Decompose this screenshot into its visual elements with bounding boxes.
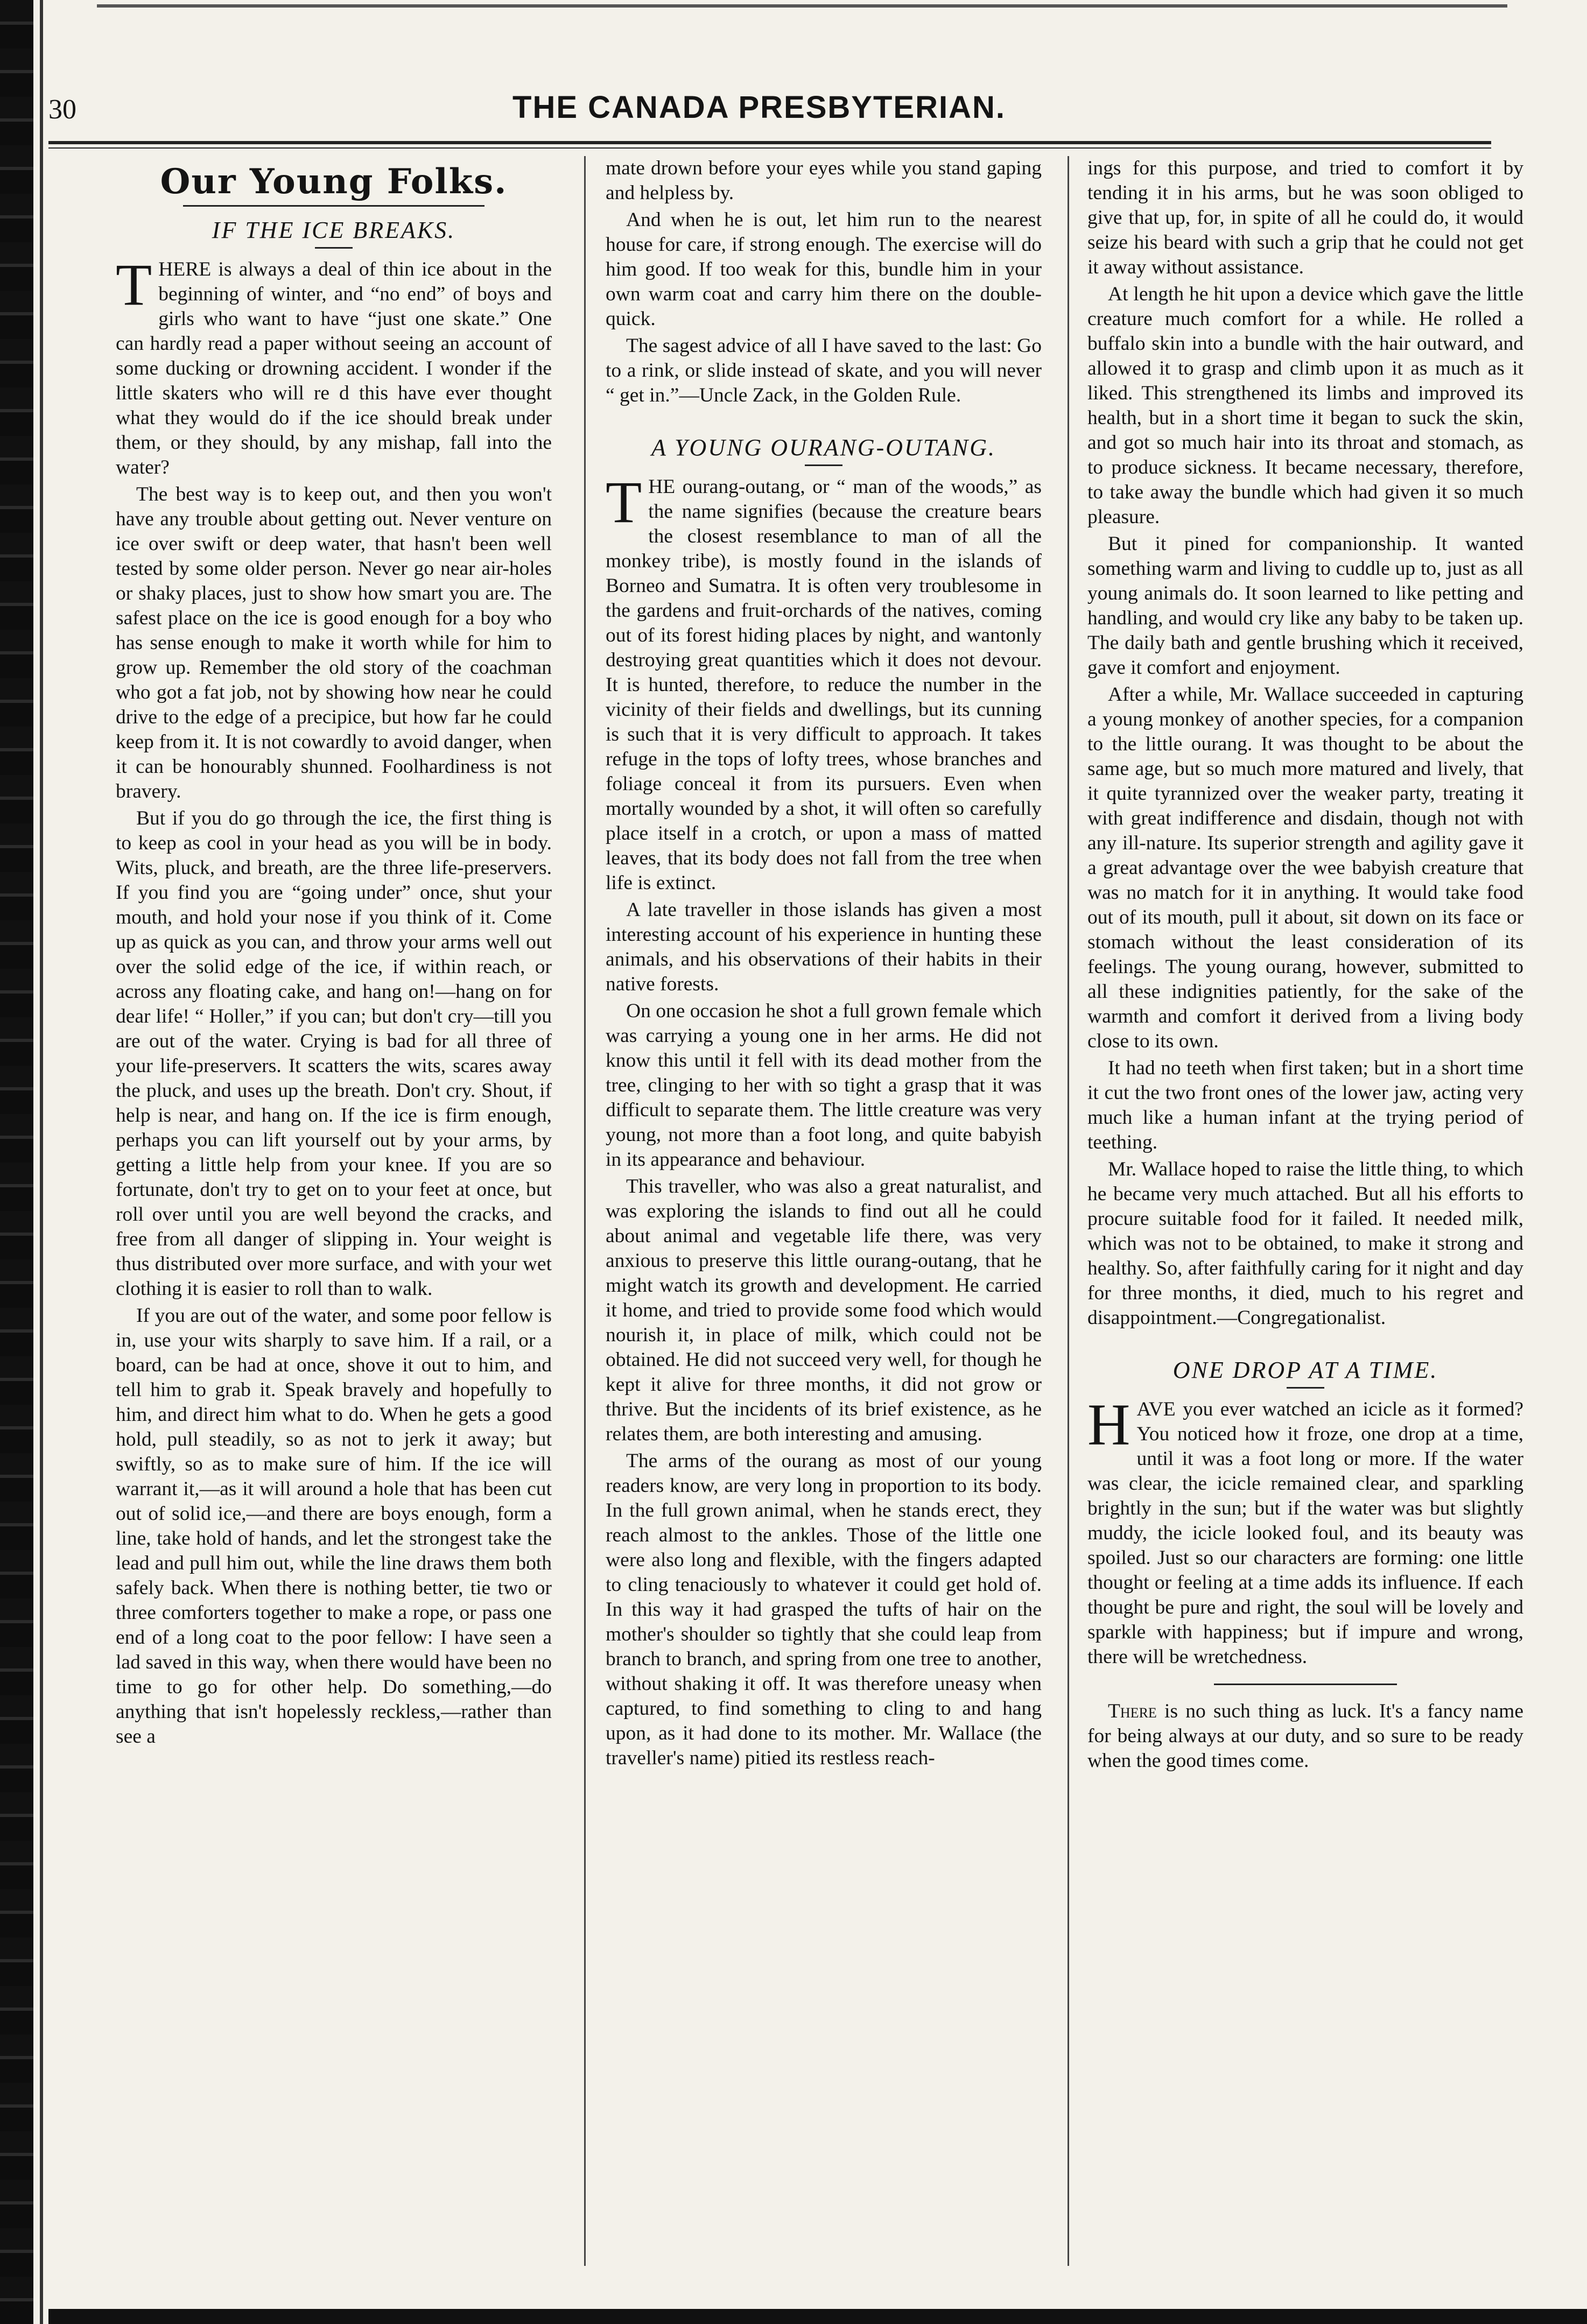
article-paragraph: The arms of the ourang as most of our young readers know, are very long in proportion to its body. In the full grown animal, when he stands erect, they reach almost to the ankles. Those of the little one were also long and flexible, with the fingers adapted to cling tenaciously to whatever it could get hold of. In this way it had grasped the tufts of hair on the mother's shoulder so tightly that she could leap from branch to branch, and spring from one tree to another, without shaking it off. It was therefore uneasy when captured, to find something to cling to and hang upon, as it had done to its mother. Mr. Wallace (the traveller's name) pitied its restless reach- [606,1450,1042,1769]
article-title: A YOUNG OURANG-OUTANG. [651,434,996,461]
masthead: THE CANADA PRESBYTERIAN. [512,90,1006,125]
section-rule [183,205,484,207]
article-paragraph: THE ourang-outang, or “ man of the woods,” as the name signifies (because the creature bears the closest resemblance to man of all the monkey tribe), is mostly found in the islands of Borneo and Sumatra. It is often very troublesome in the gardens and fruit-orchards of the natives, coming out of its forest hiding places by night, and wantonly destroying great quantities which it does not devour. It is hunted, therefore, to reduce the number in the vicinity of their fields and dwellings, but its cunning is such that it is very difficult to approach. It takes refuge in the tops of lofty trees, whose branches and foliage conceal it from its pursuers. Even when mortally wounded by a shot, it will often so carefully place itself in a crotch, or upon a mass of matted leaves, that its body does not fall from the tree when life is extinct. [606,469,1042,894]
column-2 [606,156,1042,2266]
article-title: IF THE ICE BREAKS. [212,217,456,243]
article-paragraph: The best way is to keep out, and then you won't have any trouble about getting out. Never venture on ice over swift or deep water, that hasn't been well tested by some older person. Never go near air-holes or shaky places, just to show how smart you are. The safest place on the ice is good enough for a boy who has sense enough to make it worth while for him to grow up. Remember the old story of the coachman who got a fat job, not by showing how near he could drive to the edge of a precipice, but how far he could keep from it. It is not cowardly to avoid danger, when it can be honourably shunned. Foolhardiness is not bravery. [116,483,552,802]
article-title: ONE DROP AT A TIME. [1172,1357,1438,1383]
title-rule [805,464,842,466]
binding-line [40,0,43,2324]
title-rule [1287,1387,1324,1389]
header-rule [48,141,1491,144]
article-paragraph: And when he is out, let him run to the nearest house for care, if strong enough. The exercise will do him good. If too weak for this, bundle him in your own warm coat and carry him there on the double-quick. [606,209,1042,330]
column-rule [1068,156,1069,2266]
column-1 [116,156,552,2266]
section-title: Our Young Folks. [160,161,508,202]
binding-edge [0,0,33,2324]
drop-cap: H [1087,1392,1130,1457]
title-rule [315,247,353,249]
article-paragraph: A late traveller in those islands has given a most interesting account of his experience in hunting these animals, and his observations of their habits in their native forests. [606,899,1042,995]
article-paragraph: On one occasion he shot a full grown female which was carrying a young one in her arms. He did not know this until it fell with its dead mother from the tree, clinging to her with so tight a grasp that it was difficult to separate them. The little creature was very young, not more than a foot long, and quite babyish in its appearance and behaviour. [606,1000,1042,1171]
article-paragraph: But if you do go through the ice, the first thing is to keep as cool in your head as you will be in body. Wits, pluck, and breath, are the three life-preservers. If you find you are “going under” once, shut your mouth, and hold your nose if you think of it. Come up as quick as you can, and throw your arms well out over the solid edge of the ice, if within reach, or across any floating cake, and hang on!—hang on for dear life! “ Holler,” if you can; but don't cry—till you are out of the water. Crying is bad for all three of your life-preservers. It scatters the wits, scares away the pluck, and uses up the breath. Don't cry. Shout, if help is near, and hang on. If the ice is firm enough, perhaps you can lift yourself out by your arms, by getting a little help from your knee. If you are so fortunate, don't try to get on to your feet at once, but roll over until you are well beyond the cracks, and free from all danger of slipping in. Your weight is thus distributed over more surface, and with your wet clothing it is easier to roll than to walk. [116,807,552,1300]
article-paragraph: It had no teeth when first taken; but in a short time it cut the two front ones of the lower jaw, acting very much like a human infant at the trying period of teething. [1087,1057,1523,1153]
column-rule [584,156,586,2266]
top-border [97,4,1507,8]
article-paragraph: The sagest advice of all I have saved to the last: Go to a rink, or slide instead of skate, and you will never “ get in.”—Uncle Zack, in the Golden Rule. [606,335,1042,406]
article-paragraph: ings for this purpose, and tried to comfort it by tending it in his arms, but he was soon obliged to give that up, for, in spite of all he could do, it would seize his beard with such a grip that he could not get it away without assistance. [1087,157,1523,278]
filler-note: There is no such thing as luck. It's a fancy name for being always at our duty, and so sure to be ready when the good times come. [1087,1700,1523,1772]
drop-cap: T [606,469,642,535]
article-paragraph: HAVE you ever watched an icicle as it formed? You noticed how it froze, one drop at a time, until it was a foot long or more. If the water was clear, the icicle remained clear, and sparkling brightly in the sun; but if the water was but slightly muddy, the icicle looked foul, and its beauty was spoiled. Just so our characters are forming: one little thought or feeling at a time adds its influence. If each thought be pure and right, the soul will be lovely and sparkle with happiness; but if impure and wrong, there will be wretchedness. [1087,1392,1523,1668]
column-3 [1087,156,1523,2266]
page-header [48,81,1470,145]
article-paragraph: mate drown before your eyes while you stand gaping and helpless by. [606,157,1042,204]
bottom-border [48,2309,1587,2324]
article-paragraph: After a while, Mr. Wallace succeeded in capturing a young monkey of another species, for a companion to the little ourang. It was thought to be about the same age, but so much more matured and lively, that it quite tyrannized over the weaker party, treating it with great indifference and disdain, though not with any ill-nature. Its superior strength and agility gave it a great advantage over the wee babyish creature that was no match for it in anything. It would take food out of its mouth, pull it about, sit down on its face or stomach without the least consideration of its feelings. The young ourang, however, submitted to all these indignities patiently, for the sake of the warmth and comfort it derived from a living body close to its own. [1087,684,1523,1052]
article-paragraph: Mr. Wallace hoped to raise the little thing, to which he became very much attached. But all his efforts to procure suitable food for it failed. It needed milk, which was not to be obtained, to make it strong and healthy. So, after faithfully caring for it night and day for three months, it died, much to his regret and disappointment.—Congregationalist. [1087,1158,1523,1329]
article-paragraph: But it pined for companionship. It wanted something warm and living to cuddle up to, just as all young animals do. It soon learned to like petting and handling, and would cry like any baby to be taken up. The daily bath and gentle brushing which it received, gave it comfort and enjoyment. [1087,533,1523,679]
drop-cap: T [116,252,152,318]
header-rule-thin [48,147,1491,149]
separator-rule [1214,1684,1397,1685]
article-paragraph: This traveller, who was also a great naturalist, and was exploring the islands to find out all he could about animal and vegetable life there, was very anxious to preserve this little ourang-outang, that he might watch its growth and development. He carried it home, and tried to provide some food which would nourish it, in place of milk, which could not be obtained. He did not succeed very well, for though he kept it alive for three months, it did not grow or thrive. But the incidents of its brief existence, as he relates them, are both interesting and amusing. [606,1175,1042,1445]
article-paragraph: At length he hit upon a device which gave the little creature much comfort for a while. He rolled a buffalo skin into a bundle with the hair outward, and allowed it to grasp and climb upon it as much as it liked. This strengthened its limbs and improved its health, but in a short time it began to suck the skin, and got so much hair into its throat and stomach, as to produce sickness. It became necessary, therefore, to take away the bundle which had given it so much pleasure. [1087,283,1523,528]
article-paragraph: If you are out of the water, and some poor fellow is in, use your wits sharply to save him. If a rail, or a board, can be had at once, shove it out to him, and tell him to grab it. Speak bravely and hopefully to him, and direct him what to do. When he gets a good hold, pull steadily, so as not to jerk it away; but swiftly, so as to make sure of him. If the ice will warrant it,—as it will around a hole that has been cut out of solid ice,—and there are boys enough, form a line, take hold of hands, and let the strongest take the lead and pull him out, while the line draws them both safely back. When there is nothing better, tie two or three comforters together to make a rope, or pass one end of a long coat to the poor fellow: I have seen a lad saved in this way, when there would have been no time to go for other help. Do something,—do anything that isn't hopelessly reckless,—rather than see a [116,1305,552,1748]
page-number: 30 [48,94,76,125]
article-paragraph: THERE is always a deal of thin ice about in the beginning of winter, and “no end” of boys and girls who want to have “just one skate.” One can hardly read a paper without seeing an account of some ducking or drowning accident. I wonder if the little skaters who will re d this have ever thought what they would do if the ice should break under them, or they should, by any mishap, fall into the water? [116,252,552,478]
